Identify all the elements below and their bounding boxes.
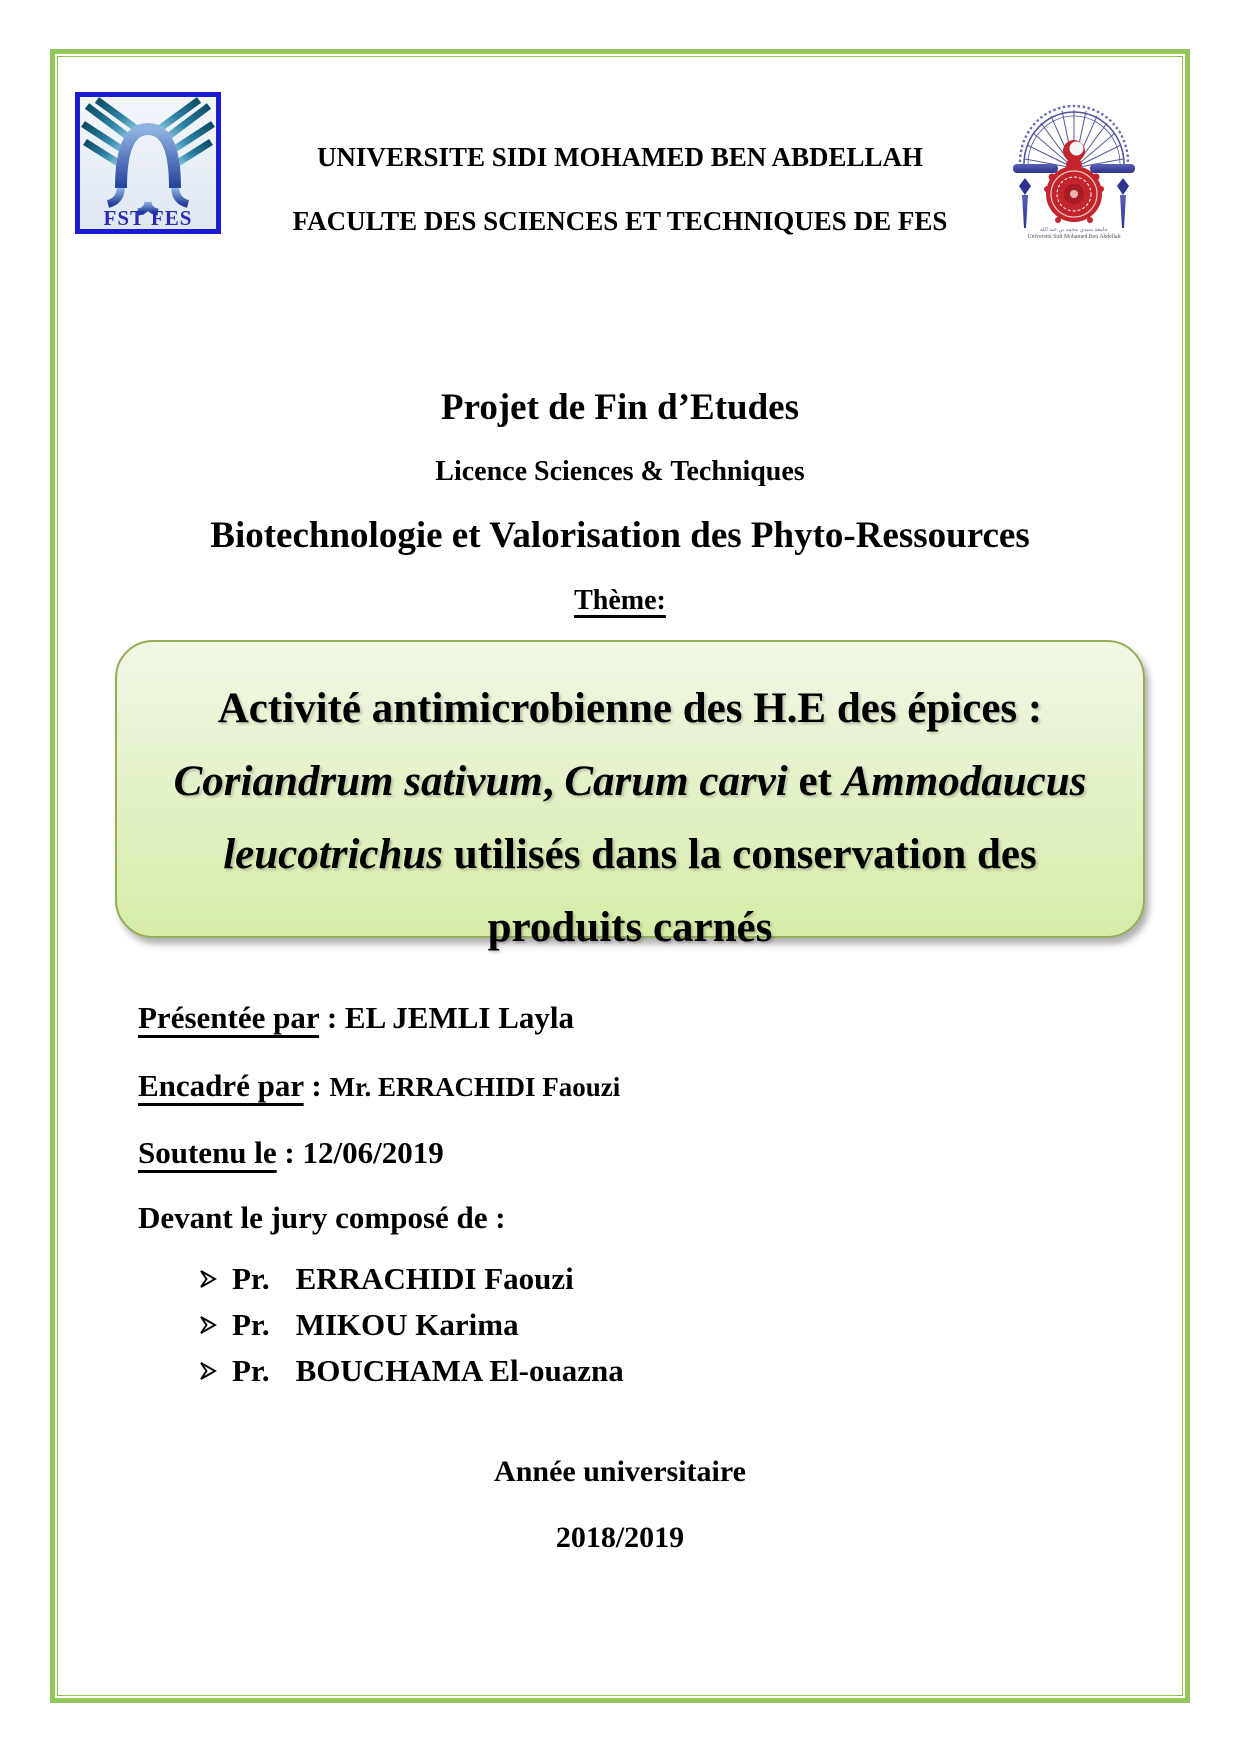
theme-label: Thème: — [574, 585, 666, 616]
supervisor-row — [138, 1068, 620, 1104]
project-title: Projet de Fin d’Etudes — [440, 387, 799, 428]
jury-member-name: MIKOU Karima — [295, 1307, 519, 1342]
faculty-name: FACULTE DES SCIENCES ET TECHNIQUES DE FES — [292, 206, 948, 236]
title-segment: , — [542, 758, 565, 805]
supervisor-value: Mr. ERRACHIDI Faouzi — [329, 1072, 621, 1102]
arrow-bullet-icon — [197, 1360, 219, 1382]
jury-item — [197, 1354, 624, 1387]
theme-heading — [62, 585, 1178, 617]
title-segment-species: leucotrichus — [223, 831, 444, 878]
separator: : — [303, 1068, 330, 1103]
title-segment-species: Ammodaucus — [842, 758, 1087, 805]
specialty-title: Biotechnologie et Valorisation des Phyto-Ressources — [210, 515, 1030, 556]
title-segment-species: Coriandrum sativum — [173, 758, 543, 805]
defense-date-label: Soutenu le — [138, 1135, 277, 1170]
arrow-bullet-icon — [197, 1268, 219, 1290]
program-title: Licence Sciences & Techniques — [435, 456, 805, 487]
thesis-title-line-4 — [117, 891, 1143, 964]
university-name: UNIVERSITE SIDI MOHAMED BEN ABDELLAH — [316, 142, 924, 172]
supervisor-label: Encadré par — [138, 1068, 304, 1103]
title-segment-species: Carum carvi — [564, 758, 788, 805]
university-seal — [1008, 94, 1140, 240]
thesis-title-line-1 — [117, 672, 1143, 745]
jury-item — [197, 1308, 624, 1341]
jury-member-name: ERRACHIDI Faouzi — [295, 1261, 574, 1296]
thesis-title-line-3 — [117, 818, 1143, 891]
arrow-bullet-icon — [197, 1314, 219, 1336]
seal-caption-french: Université Sidi Mohamed Ben Abdellah — [1027, 234, 1121, 240]
presented-by-row — [138, 1000, 574, 1036]
separator: : — [319, 1000, 345, 1035]
title-segment: utilisés dans la conservation des — [443, 831, 1037, 878]
jury-member-name: BOUCHAMA El-ouazna — [295, 1353, 624, 1388]
fst-fes-logo-label: FST FES — [103, 206, 193, 230]
academic-year-value: 2018/2019 — [555, 1521, 685, 1554]
thesis-title-line-2 — [117, 745, 1143, 818]
jury-member-title: Pr. — [232, 1307, 270, 1342]
defense-date-value: 12/06/2019 — [302, 1135, 444, 1170]
jury-heading: Devant le jury composé de : — [138, 1200, 506, 1235]
title-segment: produits carnés — [487, 904, 773, 951]
jury-member-title: Pr. — [232, 1353, 270, 1388]
academic-year-label: Année universitaire — [494, 1455, 746, 1488]
thesis-title-box — [115, 640, 1145, 951]
title-segment: Activité antimicrobienne des H.E des épices : — [217, 685, 1043, 732]
defense-date-row — [138, 1135, 444, 1171]
seal-caption-arabic: جامعة سيدي محمد بن عبد الله — [1039, 227, 1109, 233]
presented-by-value: EL JEMLI Layla — [344, 1000, 574, 1035]
presented-by-label: Présentée par — [138, 1000, 320, 1035]
separator: : — [276, 1135, 303, 1170]
title-segment: et — [787, 758, 843, 805]
jury-member-title: Pr. — [232, 1261, 270, 1296]
university-seal-icon — [1008, 94, 1140, 240]
jury-item — [197, 1262, 624, 1295]
jury-list — [197, 1262, 624, 1387]
